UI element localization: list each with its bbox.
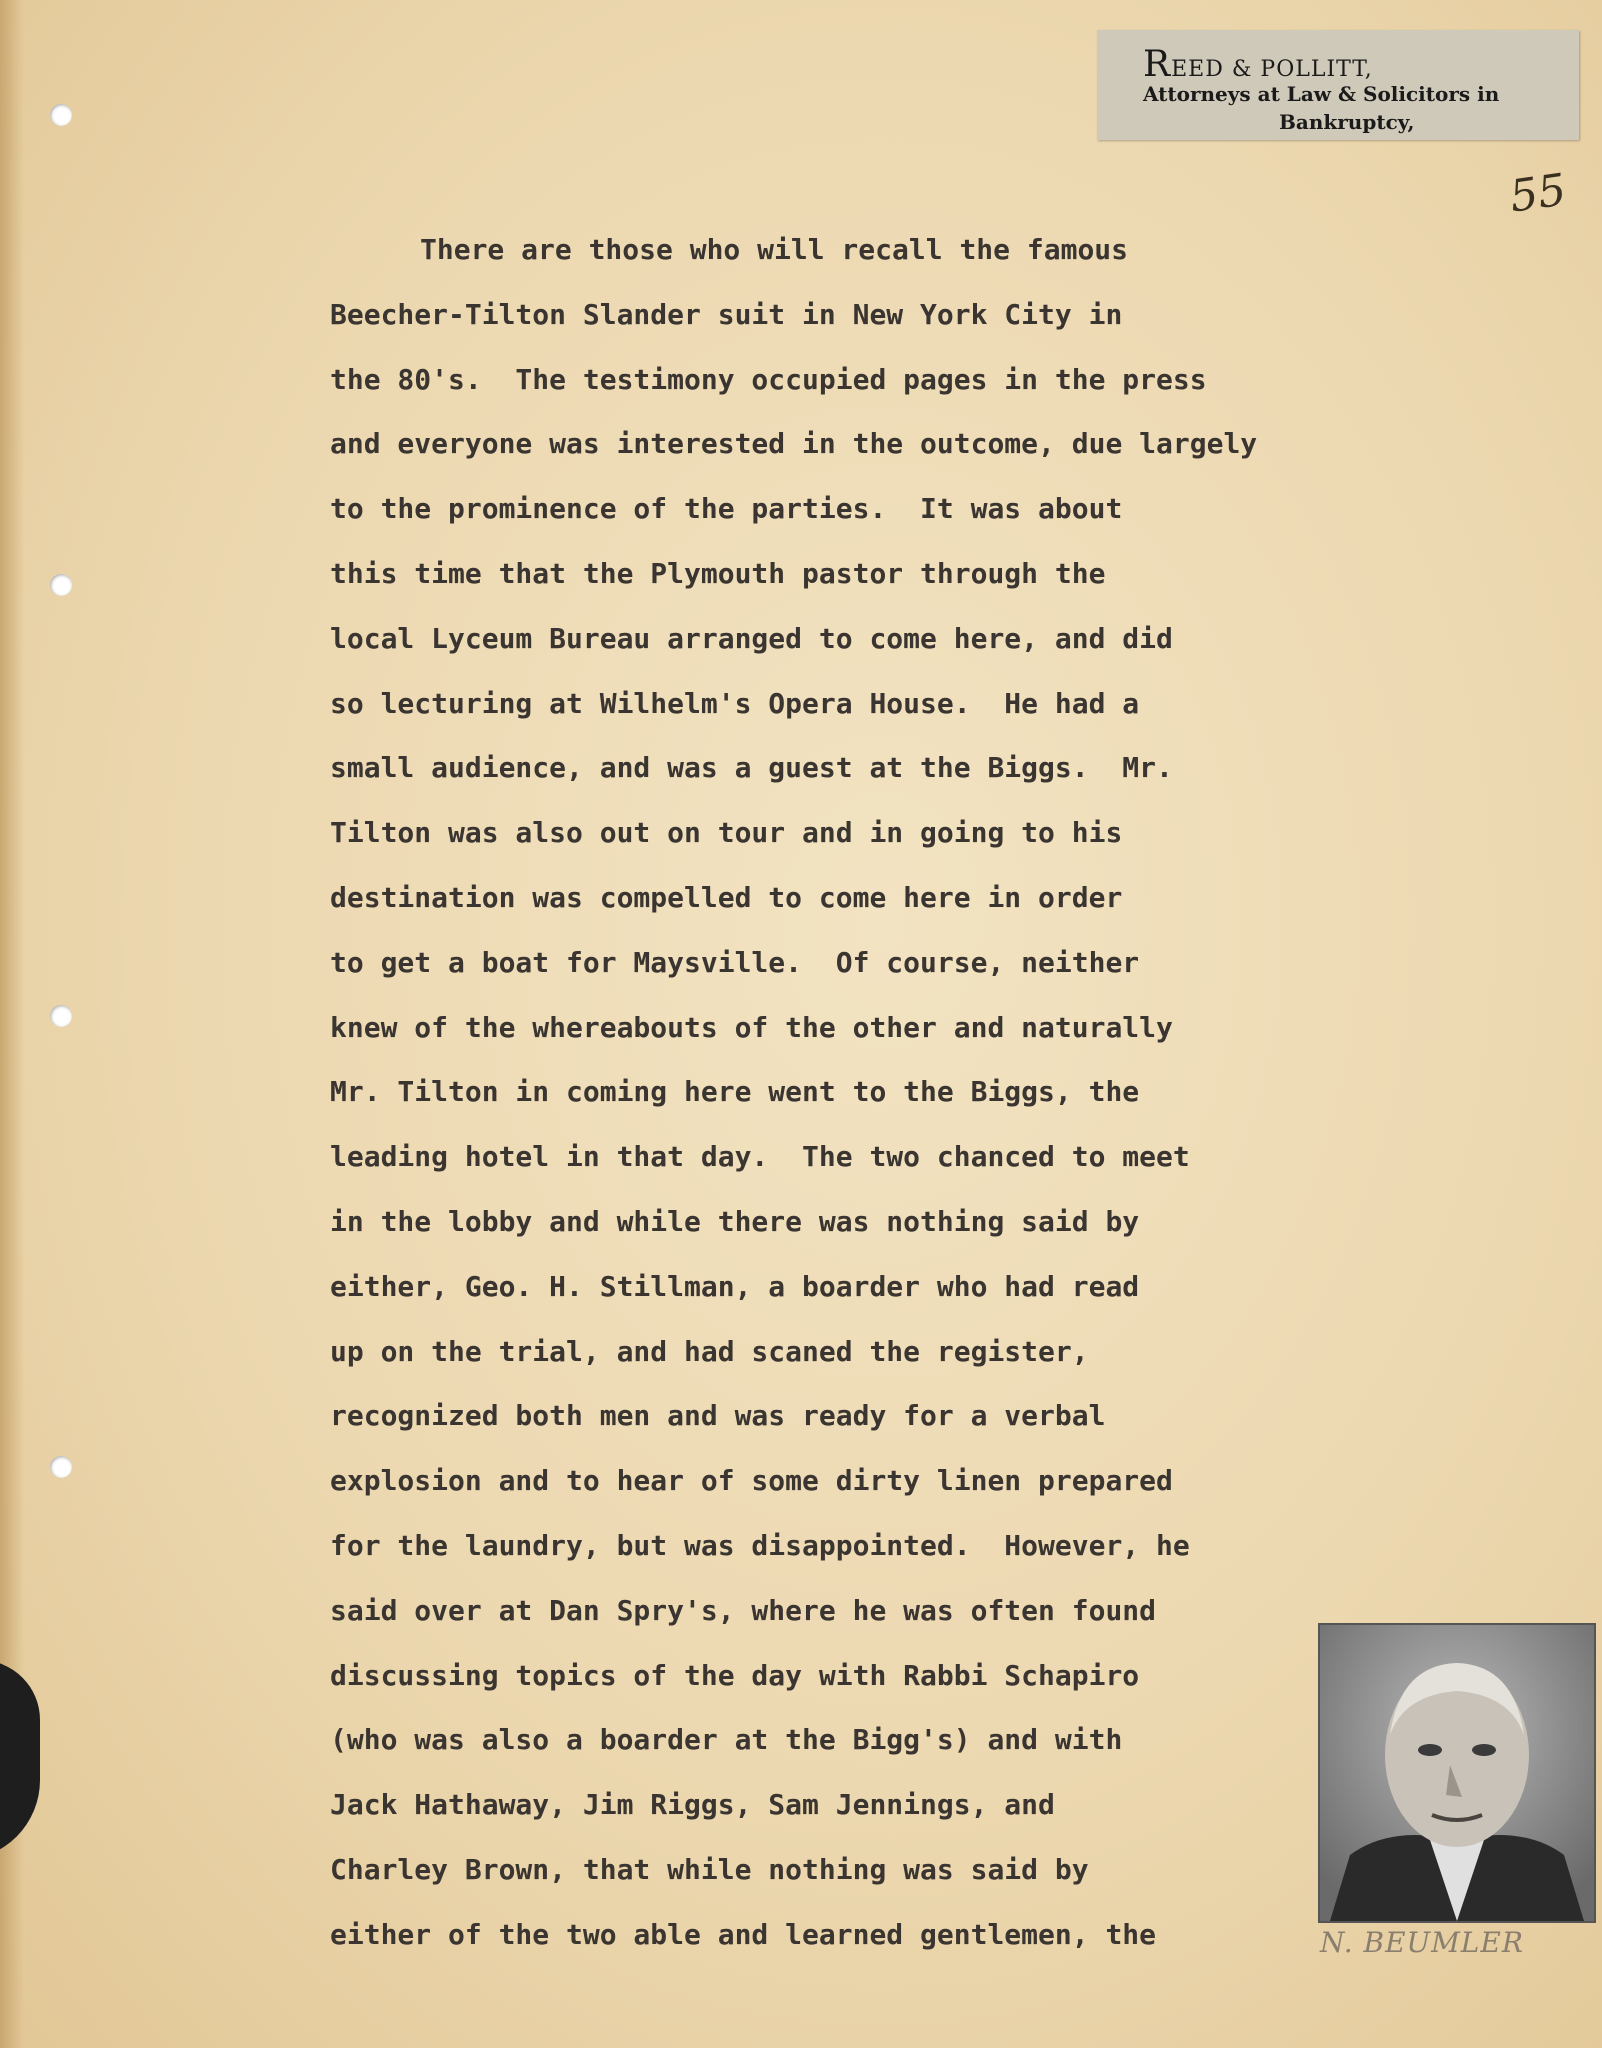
firm-name-initial: R [1143, 44, 1172, 85]
text-line: to the prominence of the parties. It was about [330, 492, 1123, 526]
letterhead-clipping [1097, 30, 1579, 140]
text-line: Tilton was also out on tour and in going to his [330, 816, 1123, 850]
text-line: up on the trial, and had scaned the register, [330, 1334, 1089, 1368]
text-line: and everyone was interested in the outcome, due largely [330, 427, 1258, 461]
torn-corner [0, 1660, 40, 1860]
punch-hole-1 [50, 104, 72, 126]
firm-description-cont: Bankruptcy, [1279, 110, 1415, 134]
text-line: leading hotel in that day. The two chanced to meet [330, 1140, 1190, 1174]
punch-hole-4 [50, 1456, 72, 1478]
photo-caption: N. BEUMLER [1320, 1926, 1524, 1959]
text-line: said over at Dan Spry's, where he was often found [330, 1593, 1157, 1627]
text-line: either of the two able and learned gentlemen, the [330, 1917, 1157, 1951]
text-line: in the lobby and while there was nothing said by [330, 1204, 1140, 1238]
text-line: this time that the Plymouth pastor through the [330, 556, 1106, 590]
text-line: for the laundry, but was disappointed. However, he [330, 1528, 1190, 1562]
text-line: (who was also a boarder at the Bigg's) and with [330, 1723, 1123, 1757]
text-line: There are those who will recall the famous [420, 233, 1129, 266]
portrait-photo [1318, 1623, 1596, 1923]
text-line: knew of the whereabouts of the other and naturally [330, 1010, 1173, 1044]
text-line: so lecturing at Wilhelm's Opera House. He had a [330, 686, 1140, 720]
text-line: the 80's. The testimony occupied pages in the press [330, 362, 1207, 396]
punch-hole-2 [50, 574, 72, 596]
punch-hole-3 [50, 1005, 72, 1027]
typed-body-text [330, 218, 1410, 1968]
text-line: Mr. Tilton in coming here went to the Biggs, the [330, 1075, 1140, 1109]
text-line: to get a boat for Maysville. Of course, neither [330, 945, 1140, 979]
text-line: destination was compelled to come here in order [330, 880, 1123, 914]
text-line: small audience, and was a guest at the Biggs. Mr. [330, 751, 1173, 785]
text-line: discussing topics of the day with Rabbi Schapiro [330, 1658, 1140, 1692]
firm-name [1143, 44, 1373, 85]
text-line: Charley Brown, that while nothing was said by [330, 1852, 1089, 1886]
firm-description: Attorneys at Law & Solicitors in [1143, 82, 1500, 106]
text-line: recognized both men and was ready for a verbal [330, 1399, 1106, 1433]
portrait-image [1320, 1625, 1594, 1921]
text-line: explosion and to hear of some dirty linen prepared [330, 1464, 1173, 1498]
text-line: Jack Hathaway, Jim Riggs, Sam Jennings, and [330, 1788, 1055, 1822]
text-line: local Lyceum Bureau arranged to come here, and did [330, 621, 1173, 655]
page-number: 55 [1506, 164, 1570, 223]
text-line: Beecher-Tilton Slander suit in New York City in [330, 297, 1123, 331]
text-line: either, Geo. H. Stillman, a boarder who had read [330, 1269, 1140, 1303]
firm-name-rest: EED & POLLITT, [1171, 57, 1373, 82]
